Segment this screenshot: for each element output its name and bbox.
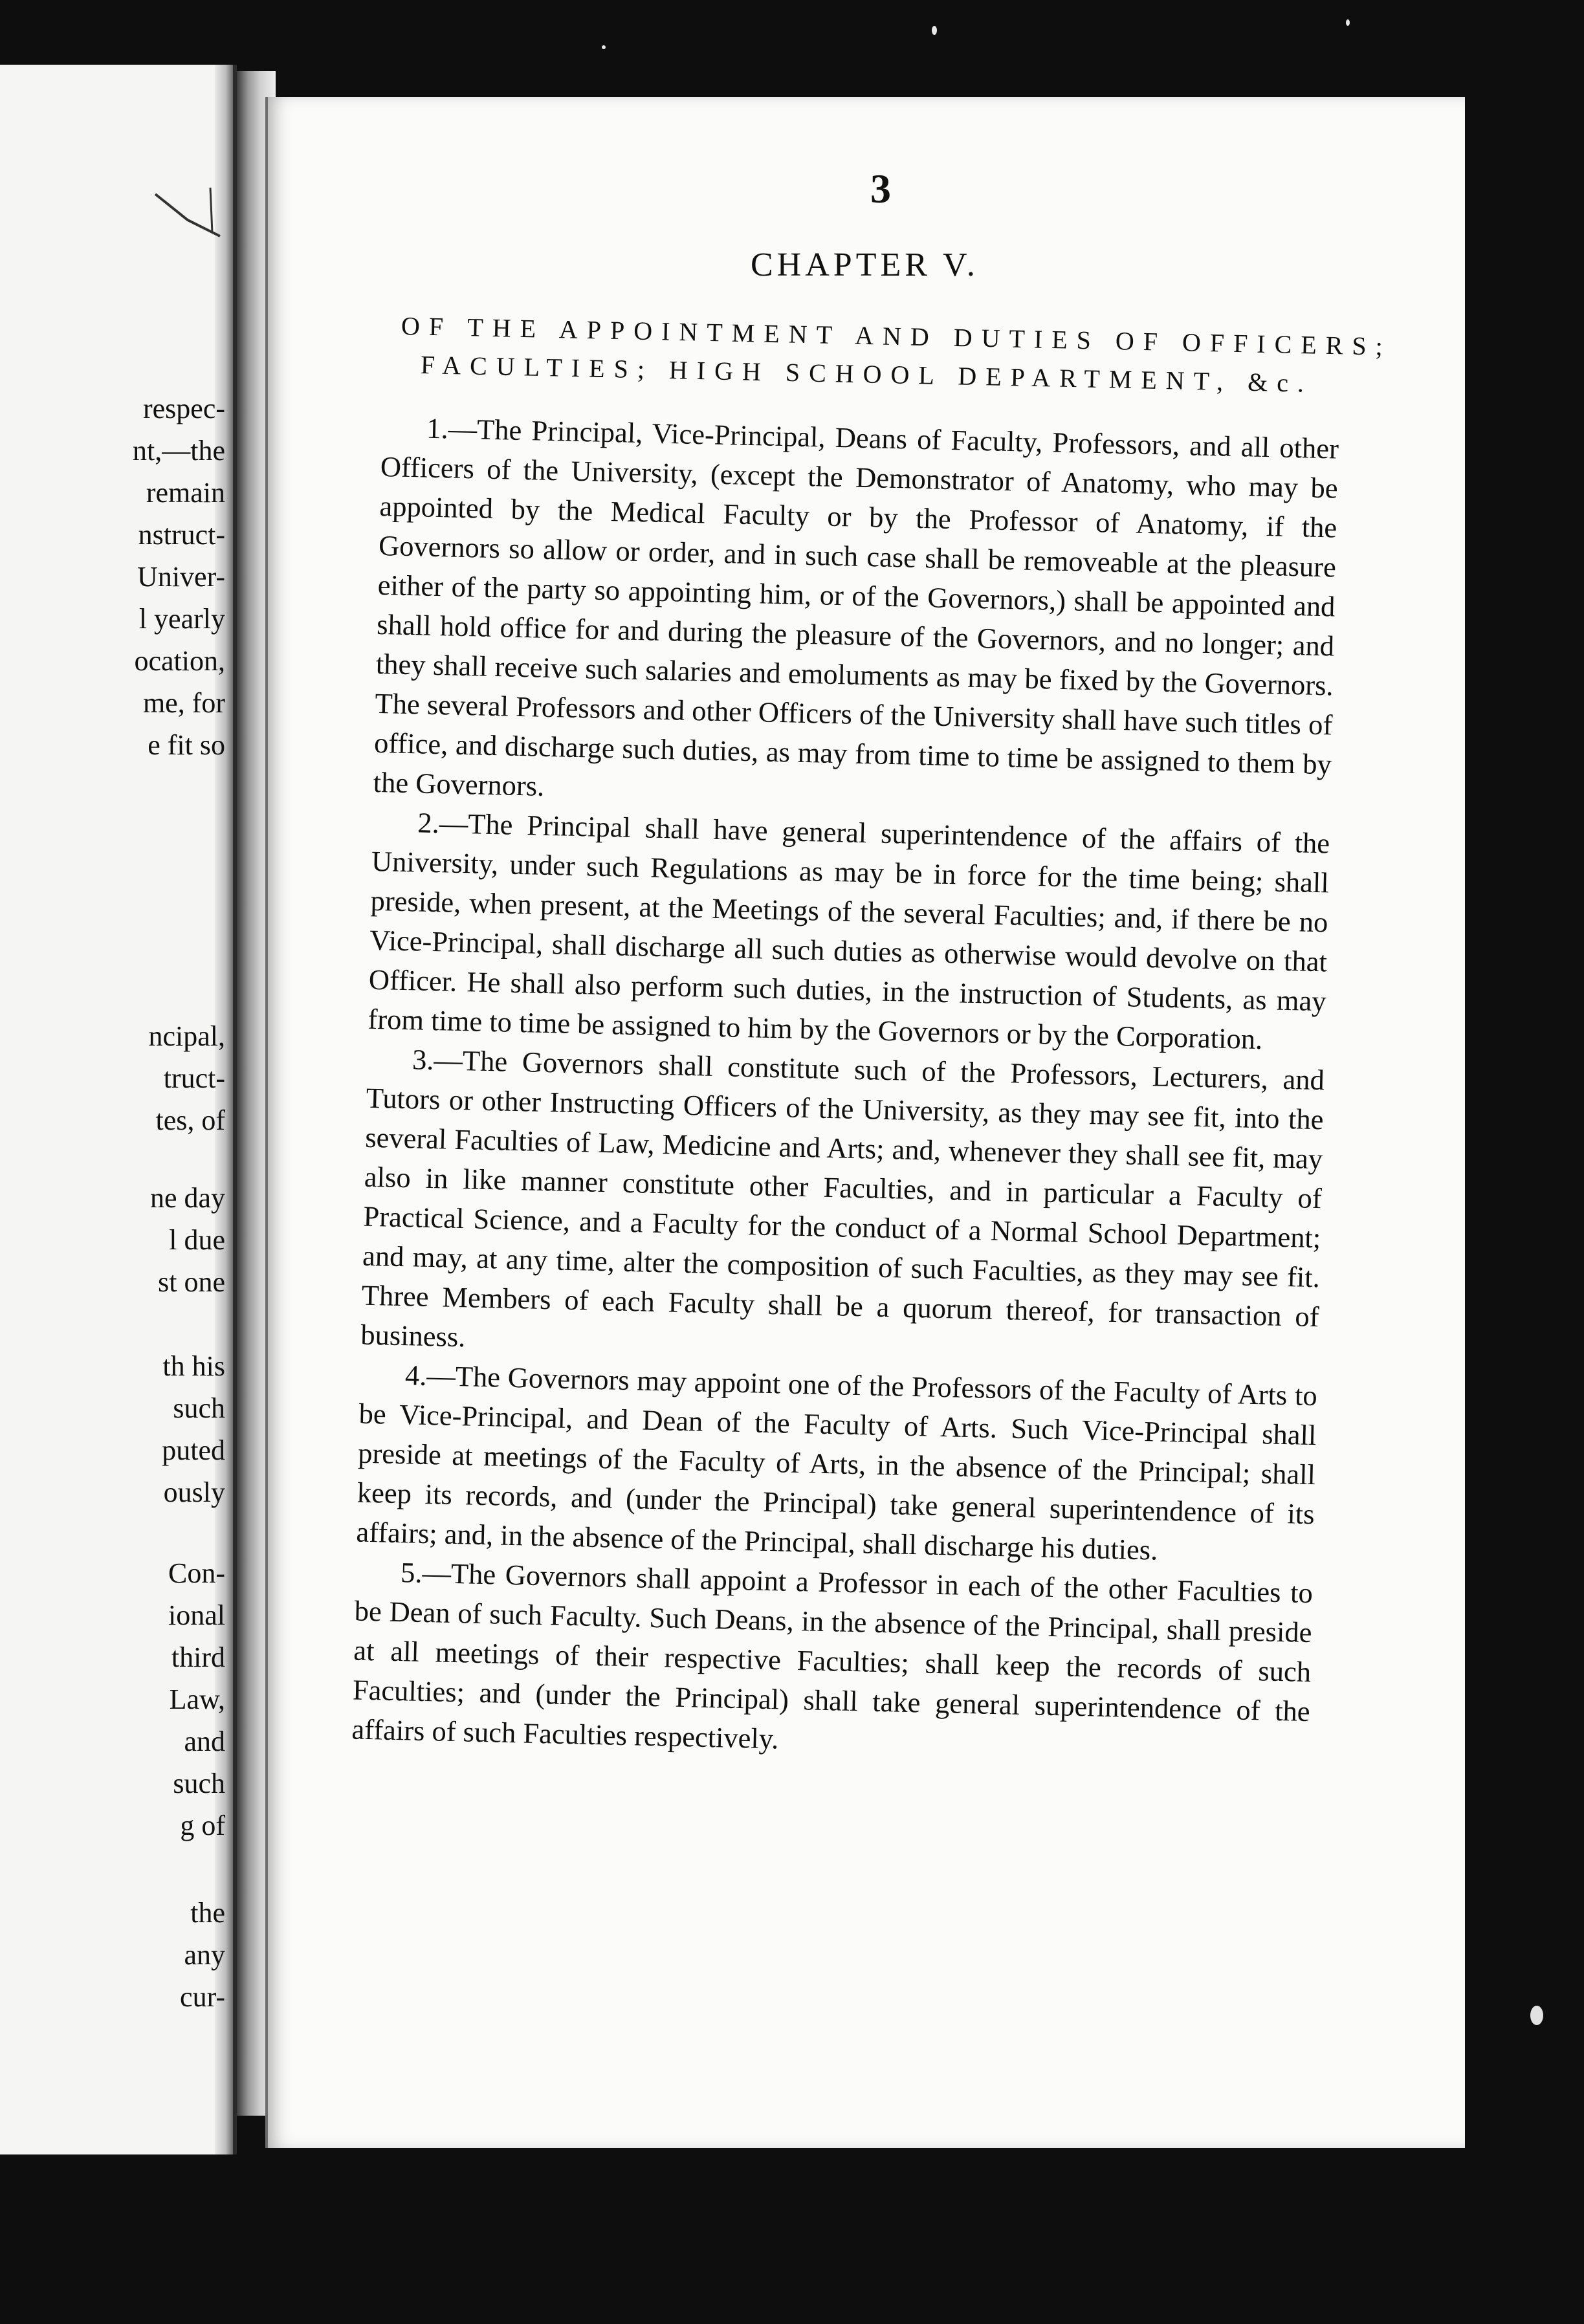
left-fragment-line: remain [146, 477, 225, 509]
left-fragment-line: l yearly [138, 603, 225, 635]
section-paragraph: 5.—The Governors shall appoint a Professor in each of the other Faculties to be Dean of such Faculty. Such Deans, in the absence of the Principal, shall preside at all meetings of their respective Faculties; shall keep the records of such Faculties; and (under the Principal) shall take general superintendence of the affairs of such Faculties respectively. [351, 1556, 1314, 1755]
left-page-fragment [0, 65, 237, 2154]
left-fragment-line: and [184, 1726, 225, 1757]
left-fragment-line: ocation, [134, 645, 225, 677]
left-fragment-line: st one [158, 1266, 225, 1298]
left-fragment-line: nstruct- [138, 519, 225, 551]
section-paragraph: 1.—The Principal, Vice-Principal, Deans of Faculty, Professors, and all other Officers of the University, (except the Demonstrator of Anatomy, who may be appointed by the Medical Faculty or by the Professor of Anatomy, if the Governors so allow or order, and in such case shall be removeable at the pleasure either of the party so appointing him, or of the Governors,) shall be appointed and shall hold office for and during the pleasure of the Governors, and no longer; and they shall receive such salaries and emoluments as may be fixed by the Governors. The several Professors and other Officers of the University shall have such titles of office, and discharge such duties, as may from time to time be assigned to them by the Governors. [373, 411, 1339, 802]
left-fragment-line: ncipal, [148, 1020, 225, 1052]
chapter-subheading-line-2: FACULTIES; HIGH SCHOOL DEPARTMENT, &c. [420, 350, 1314, 398]
left-fragment-line: such [173, 1392, 225, 1424]
dust-speck [602, 45, 606, 49]
left-fragment-line: such [173, 1768, 225, 1799]
pencil-mark-icon [149, 181, 226, 239]
scan-spot [1530, 2006, 1543, 2025]
section-paragraph: 3.—The Governors shall constitute such of the Professors, Lecturers, and Tutors or other Instructing Officers of the University, as they may see fit, into the several Faculties of Law, Medicine and Arts; and, whenever they shall see fit, may also in like manner constitute other Faculties, and in particular a Faculty of Practical Science, and a Faculty for the conduct of a Normal School Department; and may, at any time, alter the composition of such Faculties, as they may see fit. Three Members of each Faculty shall be a quorum thereof, for transaction of business. [360, 1043, 1325, 1354]
chapter-subheading-line-1: OF THE APPOINTMENT AND DUTIES OF OFFICERS; [401, 311, 1392, 362]
chapter-title: CHAPTER V. [751, 247, 979, 283]
page-number: 3 [870, 166, 891, 212]
chapter-body [351, 408, 1339, 1771]
left-fragment-line: e fit so [148, 729, 225, 761]
dust-speck [1346, 19, 1350, 26]
left-fragment-line: tes, of [155, 1104, 225, 1136]
section-paragraph: 2.—The Principal shall have general superintendence of the affairs of the University, under such Regulations as may be in force for the time being; shall preside, when present, at the Meetings of the several Faculties; and, if there be no Vice-Principal, shall discharge all such duties as otherwise would devolve on that Officer. He shall also perform such duties, in the instruction of Students, as may from time to time be assigned to him by the Governors or by the Corporation. [367, 806, 1330, 1056]
left-fragment-line: any [184, 1939, 225, 1971]
left-fragment-line: me, for [142, 687, 225, 719]
left-fragment-line: Con- [168, 1557, 225, 1589]
left-fragment-line: truct- [163, 1062, 225, 1094]
left-fragment-line: the [190, 1897, 225, 1929]
left-fragment-line: nt,—the [133, 435, 225, 466]
left-fragment-line: third [171, 1641, 225, 1673]
left-fragment-line: ously [163, 1476, 225, 1508]
left-fragment-line: puted [162, 1434, 225, 1466]
left-fragment-line: cur- [180, 1981, 225, 2013]
dust-speck [932, 26, 937, 35]
left-fragment-line: Univer- [137, 561, 225, 593]
left-fragment-line: ne day [149, 1182, 225, 1214]
section-paragraph: 4.—The Governors may appoint one of the Professors of the Faculty of Arts to be Vice-Principal, and Dean of the Faculty of Arts. Such Vice-Principal shall preside at meetings of the Faculty of Arts, in the absence of the Principal; shall keep its records, and (under the Principal) take general superintendence of its affairs; and, in the absence of the Principal, shall discharge his duties. [356, 1359, 1318, 1566]
left-fragment-line: l due [169, 1224, 225, 1256]
left-fragment-line: th his [162, 1350, 225, 1382]
left-fragment-line: g of [180, 1810, 225, 1841]
left-fragment-line: ional [168, 1599, 225, 1631]
left-fragment-line: respec- [142, 393, 225, 424]
left-fragment-line: Law, [169, 1683, 225, 1715]
